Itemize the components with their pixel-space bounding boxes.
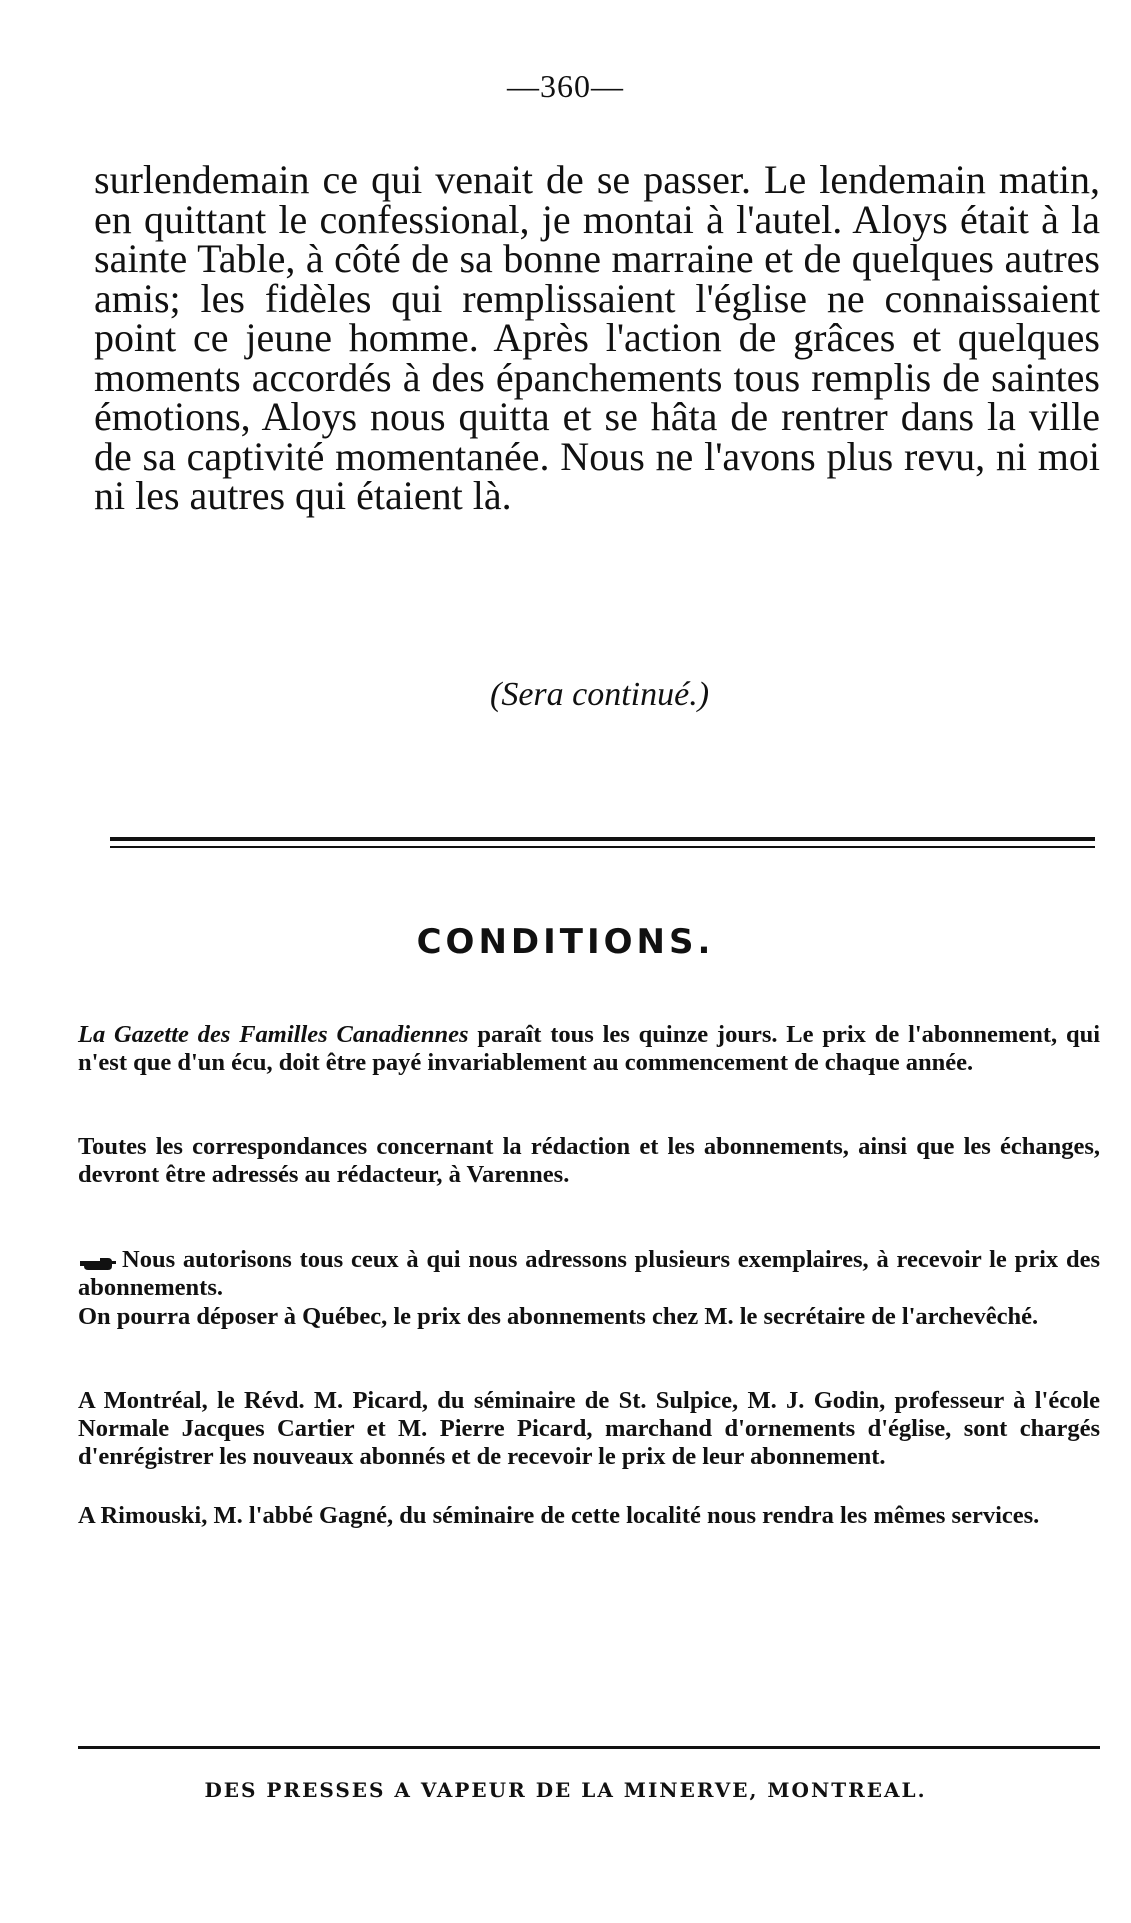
story-paragraph: surlendemain ce qui venait de se passer. Le lendemain matin, en quittant le confessional, je montai à l'autel. Aloys était à la sainte Table, à côté de sa bonne marraine et de quelques autres amis; les fidèles qui remplissaient l'église ne connaissaient point ce jeune homme. Après l'action de grâces et quelques moments accordés à des épanchements tous remplis de saintes émotions, Aloys nous quitta et se hâta de rentrer dans la ville de sa captivité momentanée. Nous ne l'avons plus revu, ni moi ni les autres qui étaient là. [94,157,1100,518]
notice-publication [78,1021,1100,1077]
conditions-heading: CONDITIONS. [416,922,715,962]
notice-text: A Rimouski, M. l'abbé Gagné, du séminaire de cette localité nous rendra les mêmes services. [78,1502,1040,1529]
notice-text: paraît tous les quinze jours. Le prix de l'abonnement, qui n'est que d'un écu, doit être payé invariablement au commencement de chaque année. [78,1021,1101,1076]
notice-text: Toutes les correspondances concernant la rédaction et les abonnements, ainsi que les échanges, devront être adressés au rédacteur, à Varennes. [78,1133,1100,1188]
notice-montreal [78,1387,1100,1471]
pointing-hand-icon [78,1252,118,1270]
notice-text: A Montréal, le Révd. M. Picard, du séminaire de St. Sulpice, M. J. Godin, professeur à l'école Normale Jacques Cartier et M. Pierre Picard, marchand d'ornements d'église, sont chargés d'enrégistrer les nouveaux abonnés et de recevoir le prix de leur abonnement. [78,1387,1100,1470]
story-text-block [94,157,1100,518]
section-rule-bottom [110,846,1095,848]
notice-lead-title: La Gazette des Familles Canadiennes [78,1021,469,1048]
notice-text: On pourra déposer à Québec, le prix des abonnements chez M. le secrétaire de l'archevêché. [78,1303,1039,1330]
page-number: —360— [507,68,624,104]
notice-correspondence [78,1133,1100,1189]
printer-imprint: DES PRESSES A VAPEUR DE LA MINERVE, MONTREAL. [204,1778,927,1802]
notice-authorization [78,1246,1100,1302]
notice-rimouski [78,1502,1100,1530]
notice-quebec [78,1303,1100,1331]
footer-rule [78,1746,1100,1749]
notice-text: Nous autorisons tous ceux à qui nous adressons plusieurs exemplaires, à recevoir le prix des abonnements. [78,1246,1100,1301]
continued-note: (Sera continué.) [490,676,710,713]
section-rule-top [110,837,1095,841]
